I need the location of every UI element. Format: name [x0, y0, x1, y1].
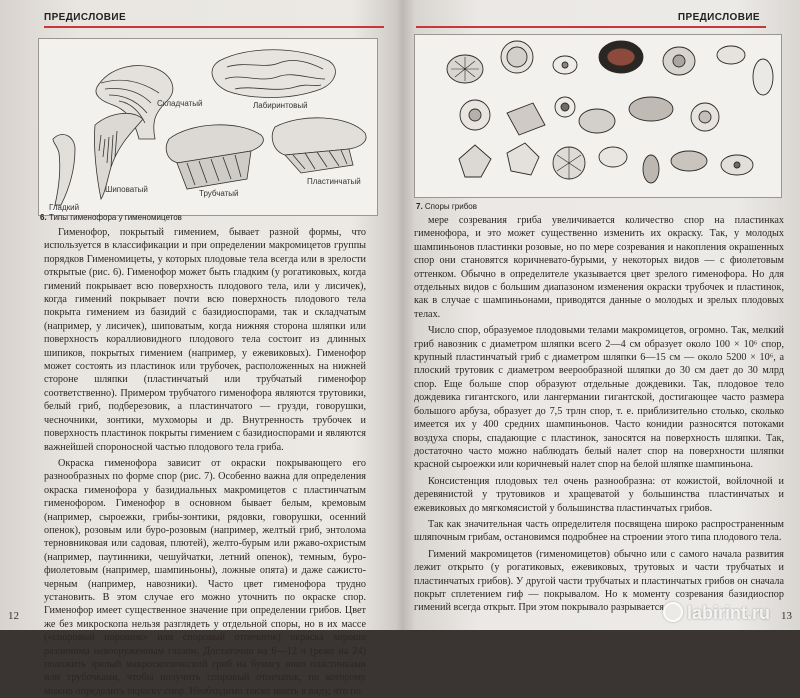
left-page — [0, 0, 400, 697]
page-number-right: 13 — [781, 610, 792, 622]
paragraph: Окраска гименофора зависит от окраски покрывающего его разнообразных по форме спор (рис. 7). Особенно важна для определения окраска гименофора у базидиальных макромицетов с пластинчатым гименофором. Гименофор в основном бывает белым, кремовым (например, сыроежки, грибы-зонтики, рядовки, говорушки, осенний опенок), розовым или буро-розовым (например, желтый гриб, энтолома терновниковая или садовая, плютей), желто-бурым или ржаво-охристым (например, паутинники, чешуйчатки, летний опенок), темным, буро-фиолетовым (например, шампиньоны), ложные опята) и даже сажисто-черным (например, навозники). Часто цвет гименофора трудно установить. В этом случае его можно уточнить по окраске спор. Гименофор имеет существенное значение при определении грибов. Цвет же без микроскопа нельзя разглядеть у отдельной споры, но в их массе («споровый порошок» или споровый отпечаток) окраска хорошо различима невооруженным глазом. Достаточно на 6—12 ч (реже на 24) положить зрелый макроскопический гриб на бумагу вниз пластинками или трубочками, чтобы получить споровый отпечаток, по которому можно определить окраску спор. Необходимо также иметь в виду, что по — [44, 457, 366, 697]
left-body-text — [44, 226, 366, 698]
paragraph: Число спор, образуемое плодовыми телами макромицетов, огромно. Так, мелкий гриб навозник с диаметром шляпки всего 2—4 см образует около 100 × 10⁶ спор, крупный пластинчатый гриб с диаметром шляпки 6—15 см — около 5200 × 10⁶, а плоский трутовик с диаметром веерообразной шляпки до 30 см дает до 30 млрд спор. Еще больше спор образуют отдельные дождевики. Так, плодовое тело дождевика гигантского, или лангермании гигантской, достигающее часто размера большого арбуза, образует до 7,5 трлн спор, т. е. приблизительно столько, сколько имеется их у 400 средних шампиньонов. Часто конидии разносятся потоками воздуха споры, спадающие с пластинок, заносятся на поверхность шляпки. Так, достаточно часто можно наблюдать белый налет спор на поверхности шляпки красной сыроежки или коричневый налет спор на белой шляпке шампиньона. — [414, 325, 784, 471]
paragraph: Так как значительная часть определителя посвящена широко распространенным шляпочным грибам, остановимся подробнее на строении этого типа плодового тела. — [414, 518, 784, 544]
running-head-left: ПРЕДИСЛОВИЕ — [44, 12, 127, 23]
caption-text: Споры грибов — [424, 202, 478, 211]
watermark-ring-icon — [663, 602, 683, 622]
hymenophore-figure — [38, 38, 378, 216]
header-rule-left — [44, 26, 384, 28]
watermark-text: labirint.ru — [686, 603, 770, 623]
paragraph: Консистенция плодовых тел очень разнообразна: от кожистой, войлочной и деревянистой у трутовиков и хращеватой у большинства пластинчатых и ежевиковых до мягкомясистой у большинства пластинчатых грибов. — [414, 475, 784, 514]
right-body-text — [414, 214, 784, 615]
caption-text: Типы гименофора у гименомицетов — [48, 213, 182, 222]
page-number-left: 12 — [8, 610, 19, 622]
label-lamellar: Пластинчатый — [307, 177, 361, 186]
paragraph: Гимений макромицетов (гименомицетов) обычно или с самого начала развития лежит открыто (у рогатиковых, ежевиковых, трутовых и части трубчатых и пластинчатых грибов). У другой части трубчатых и пластинчатых грибов он сначала покрыт сплетением гиф — покрывалом. Но к моменту созревания базидиоспор гимений всегда открыт. При этом покрывало разрывается — [414, 548, 784, 614]
paragraph: Гименофор, покрытый гимением, бывает разной формы, что используется в классификации и при определении макромицетов группы порядков Гименомицеты, у которых плодовые тела всегда или в зрелости открытые (рис. 6). Гименофор может быть гладким (у рогатиковых, когда гимений покрывает всю поверхность плодового тела, или у лисичек), когда гимений покрывает почти всю поверхность плодового тела покрыта гимением из базидий с базидиоспорами, так и складчатым (например, у лисичек), шиповатым, когда нижняя сторона шляпки или поверхность кораллиовидного плодового тела состоит из длинных шипиков, покрытых гимением (например, у ежевиковых). Гименофор может состоять из пластинок или трубочек, расположенных на нижней стороне шляпки (пластинчатый или трубчатый гименофор соответственно). Примером трубчатого гименофора являются трутовики, белый гриб, подберезовик, а пластинчатого — грузди, говорушки, чесночники, зонтики, мухоморы и др. Внутренность трубочек и поверхность пластинок покрыты гимением с базидиоспорами и являются важнейшей спороносной частью плодового тела гриба. — [44, 227, 366, 453]
caption-number: 6. — [40, 213, 47, 222]
label-folded: Складчатый — [157, 99, 203, 108]
running-head-right: ПРЕДИСЛОВИЕ — [677, 12, 760, 23]
figure-caption-7 — [416, 202, 477, 211]
right-page — [400, 0, 800, 630]
label-spiny: Шиповатый — [105, 185, 148, 194]
paragraph: мере созревания гриба увеличивается количество спор на пластинках гименофора, и это может существенно изменить их окраску. Так, у молодых шампиньонов пластинки розовые, но по мере созревания и накопления окрашенных спор они становятся коричневато-бурыми, у некоторых видов — с фиолетовым оттенком. Обычно в определителе указывается цвет зрелого гименофора. Но для отдельных видов с большим диапазоном изменения окраски трубочек и пластинок, как в случае с шампиньонами, приводятся данные о молодых и зрелых плодовых телах. — [414, 215, 784, 320]
label-labyrinth: Лабиринтовый — [253, 101, 308, 110]
spores-figure — [414, 34, 782, 198]
figure-caption-6 — [40, 213, 182, 222]
caption-number: 7. — [416, 202, 423, 211]
header-rule-right — [416, 26, 766, 28]
label-tubular: Трубчатый — [199, 189, 239, 198]
spores-illustration — [415, 35, 781, 197]
watermark-logo — [663, 602, 770, 624]
label-smooth: Гладкий — [49, 203, 80, 212]
